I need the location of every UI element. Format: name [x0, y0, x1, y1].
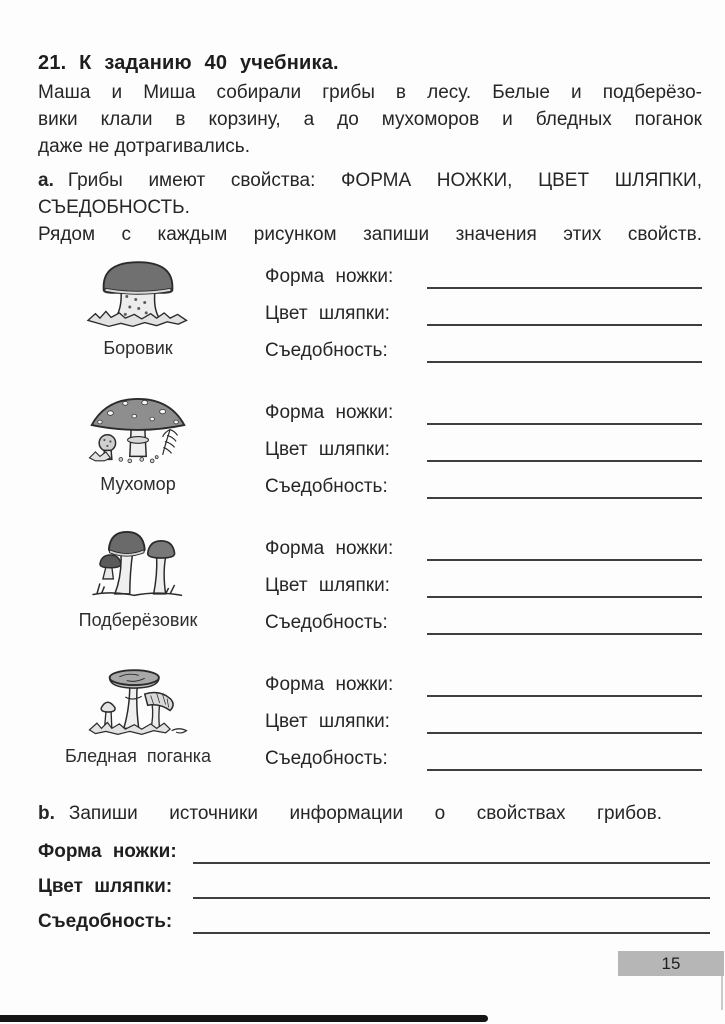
poganka-mushroom-illustration: [82, 664, 194, 742]
mushroom-caption: Мухомор: [100, 474, 176, 494]
section-a-letter: а.: [38, 170, 54, 191]
field-label: Съедобность:: [38, 911, 173, 932]
intro-line: даже не дотрагивались.: [38, 136, 250, 157]
answer-line[interactable]: [427, 559, 702, 561]
field-label: Форма ножки:: [265, 674, 394, 695]
answer-line[interactable]: [427, 324, 702, 326]
answer-line[interactable]: [193, 862, 710, 864]
answer-line[interactable]: [193, 897, 710, 899]
field-label: Съедобность:: [265, 476, 388, 497]
mushroom-caption: Бледная поганка: [64, 746, 212, 766]
mushroom-caption: Боровик: [103, 338, 173, 358]
mushroom-row-mukhomor: [38, 392, 702, 504]
field-label: Съедобность:: [265, 340, 388, 361]
field-label: Цвет шляпки:: [265, 439, 390, 460]
section-b-instruction: Запиши источники информации о свойствах грибов.: [68, 803, 662, 824]
podberezovik-mushroom-illustration: [82, 528, 194, 606]
mushroom-rows: [38, 256, 702, 776]
mushroom-row-poganka: [38, 664, 702, 776]
borovik-mushroom-illustration: [82, 256, 194, 334]
answer-line[interactable]: [427, 423, 702, 425]
answer-line[interactable]: [427, 460, 702, 462]
field-label: Цвет шляпки:: [265, 303, 390, 324]
field-label: Форма ножки:: [265, 402, 394, 423]
mushroom-row-podberezovik: [38, 528, 702, 640]
answer-line[interactable]: [427, 732, 702, 734]
page-number-badge: [618, 951, 724, 976]
field-label: Съедобность:: [265, 612, 388, 633]
field-label: Форма ножки:: [265, 538, 394, 559]
answer-line[interactable]: [427, 287, 702, 289]
field-label: Цвет шляпки:: [265, 575, 390, 596]
intro-line: вики клали в корзину, а до мухоморов и бледных поганок: [38, 109, 702, 130]
section-a-instruction: Рядом с каждым рисунком запиши значения этих свойств.: [38, 224, 702, 245]
mukhomor-mushroom-illustration: [82, 392, 194, 470]
field-label: Съедобность:: [265, 748, 388, 769]
section-a-text: Грибы имеют свойства: ФОРМА НОЖКИ, ЦВЕТ ШЛЯПКИ,: [67, 170, 702, 191]
answer-line[interactable]: [427, 361, 702, 363]
section-b-letter: b.: [38, 803, 55, 824]
field-label: Цвет шляпки:: [38, 876, 173, 897]
intro-line: Маша и Миша собирали грибы в лесу. Белые и подберёзо-: [38, 82, 702, 103]
answer-line[interactable]: [427, 596, 702, 598]
section-a: [38, 167, 702, 248]
answer-line[interactable]: [427, 633, 702, 635]
page-edge-shadow: [721, 976, 723, 1010]
section-b: [38, 800, 702, 938]
section-a-text2: СЪЕДОБНОСТЬ.: [38, 197, 190, 218]
field-label: Форма ножки:: [38, 841, 177, 862]
exercise-heading: 21. К заданию 40 учебника.: [38, 52, 339, 74]
mushroom-caption: Подберёзовик: [78, 610, 198, 630]
field-label: Цвет шляпки:: [265, 711, 390, 732]
answer-line[interactable]: [427, 769, 702, 771]
field-label: Форма ножки:: [265, 266, 394, 287]
mushroom-row-borovik: [38, 256, 702, 368]
page-number: 15: [661, 953, 681, 973]
answer-line[interactable]: [193, 932, 710, 934]
answer-line[interactable]: [427, 497, 702, 499]
answer-line[interactable]: [427, 695, 702, 697]
intro-paragraph: [38, 79, 702, 160]
scan-artifact-bar: [0, 1015, 488, 1022]
